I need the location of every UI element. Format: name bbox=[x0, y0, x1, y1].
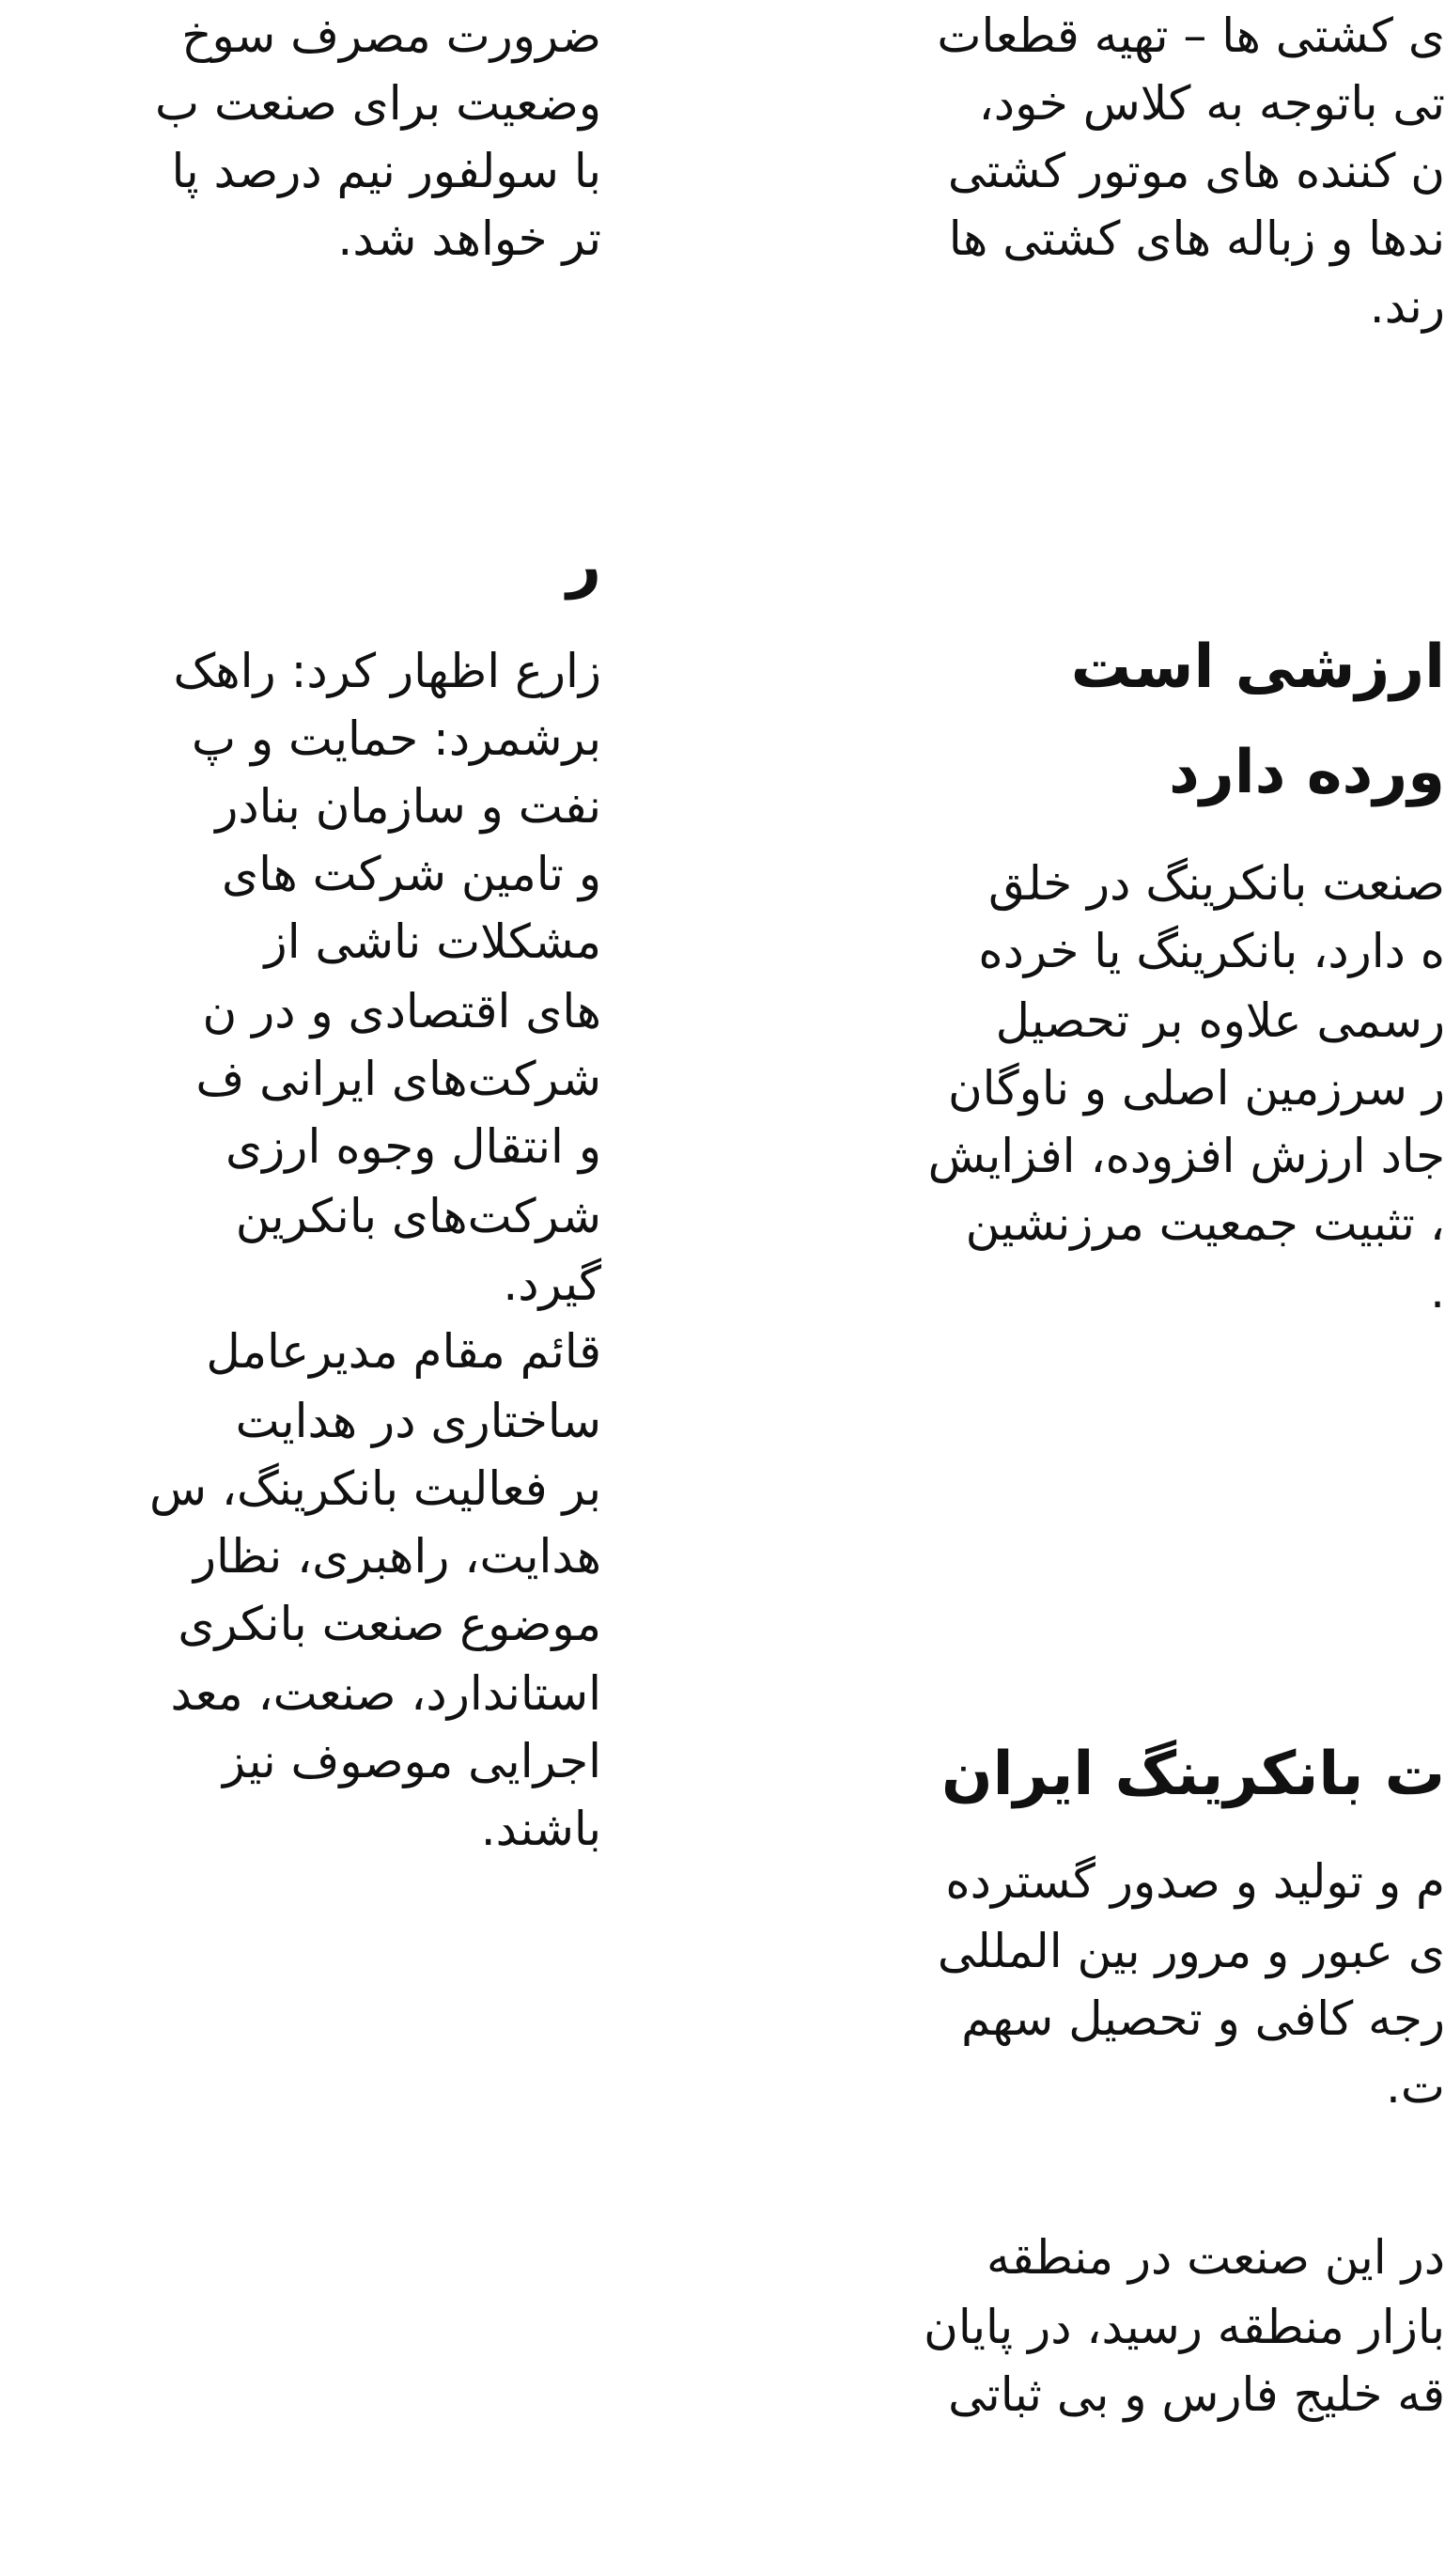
section-heading: ارزشی است bbox=[1070, 632, 1445, 702]
text-line: بر فعالیت بانکرینگ، س bbox=[148, 1461, 601, 1516]
text-line: ر سرزمین اصلی و ناوگان bbox=[947, 1061, 1445, 1116]
text-line: برشمرد: حمایت و پ bbox=[192, 711, 601, 766]
text-line: شرکت‌های ایرانی ف bbox=[195, 1052, 601, 1106]
text-line: ساختاری در هدایت bbox=[235, 1394, 601, 1448]
section-heading: ت بانکرینگ ایران bbox=[940, 1740, 1445, 1809]
article-column-right bbox=[731, 0, 1445, 2576]
text-line: رند. bbox=[1369, 279, 1445, 334]
text-line: صنعت بانکرینگ در خلق bbox=[987, 856, 1445, 911]
text-line: اجرایی موصوف نیز bbox=[223, 1734, 601, 1788]
text-line: تی باتوجه به کلاس خود، bbox=[978, 76, 1445, 131]
text-line: موضوع صنعت بانکری bbox=[178, 1597, 601, 1651]
text-line: مشکلات ناشی از bbox=[264, 914, 601, 969]
text-line: م و تولید و صدور گسترده bbox=[945, 1854, 1445, 1909]
text-line: ی عبور و مرور بین المللی bbox=[937, 1924, 1445, 1978]
text-line: و تامین شرکت های bbox=[221, 847, 601, 901]
text-line: ه دارد، بانکرینگ یا خرده bbox=[978, 924, 1445, 978]
section-heading: ر bbox=[567, 531, 601, 601]
text-line: ن کننده های موتور کشتی bbox=[947, 144, 1445, 198]
text-line: وضعیت برای صنعت ب bbox=[155, 76, 601, 131]
text-line: و انتقال وجوه ارزی‌ bbox=[225, 1119, 601, 1174]
text-line: رسمی علاوه بر تحصیل bbox=[995, 993, 1445, 1048]
text-line: ت. bbox=[1386, 2059, 1445, 2114]
text-line: ندها و زباله های کشتی ها bbox=[948, 211, 1445, 266]
text-line: ی کشتی ها – تهیه قطعات bbox=[937, 8, 1445, 63]
text-line: جاد ارزش افزوده، افزایش bbox=[927, 1129, 1445, 1183]
text-line: استاندارد، صنعت، معد bbox=[170, 1666, 601, 1721]
text-line: گیرد. bbox=[503, 1257, 601, 1311]
text-line: . bbox=[1430, 1264, 1445, 1319]
text-line: رجه کافی و تحصیل سهم bbox=[961, 1991, 1445, 2046]
text-line: ضرورت مصرف سوخ bbox=[181, 8, 601, 63]
text-line: ، تثبیت جمعیت مرزنشین bbox=[965, 1196, 1445, 1251]
text-line: در این صنعت در منطقه bbox=[986, 2230, 1445, 2285]
text-line: شرکت‌های بانکرین bbox=[235, 1189, 601, 1243]
text-line: نفت و سازمان بنادر bbox=[215, 779, 601, 834]
text-line: با سولفور نیم درصد پا bbox=[171, 144, 601, 198]
text-line: باشند. bbox=[480, 1802, 601, 1856]
text-line: قائم مقام مدیرعامل bbox=[206, 1324, 601, 1379]
article-column-left bbox=[0, 0, 601, 2576]
text-line: های اقتصادی و در ن bbox=[202, 984, 601, 1038]
text-line: بازار منطقه رسید، در پایان bbox=[924, 2300, 1445, 2354]
text-line: تر خواهد شد. bbox=[337, 211, 601, 266]
text-line: هدایت، راهبری، نظار bbox=[193, 1529, 601, 1584]
text-line: قه خلیج فارس و بی ثباتی bbox=[948, 2367, 1445, 2422]
text-line: زارع اظهار کرد: راهک bbox=[173, 644, 601, 698]
section-heading: ورده دارد bbox=[1169, 738, 1445, 807]
